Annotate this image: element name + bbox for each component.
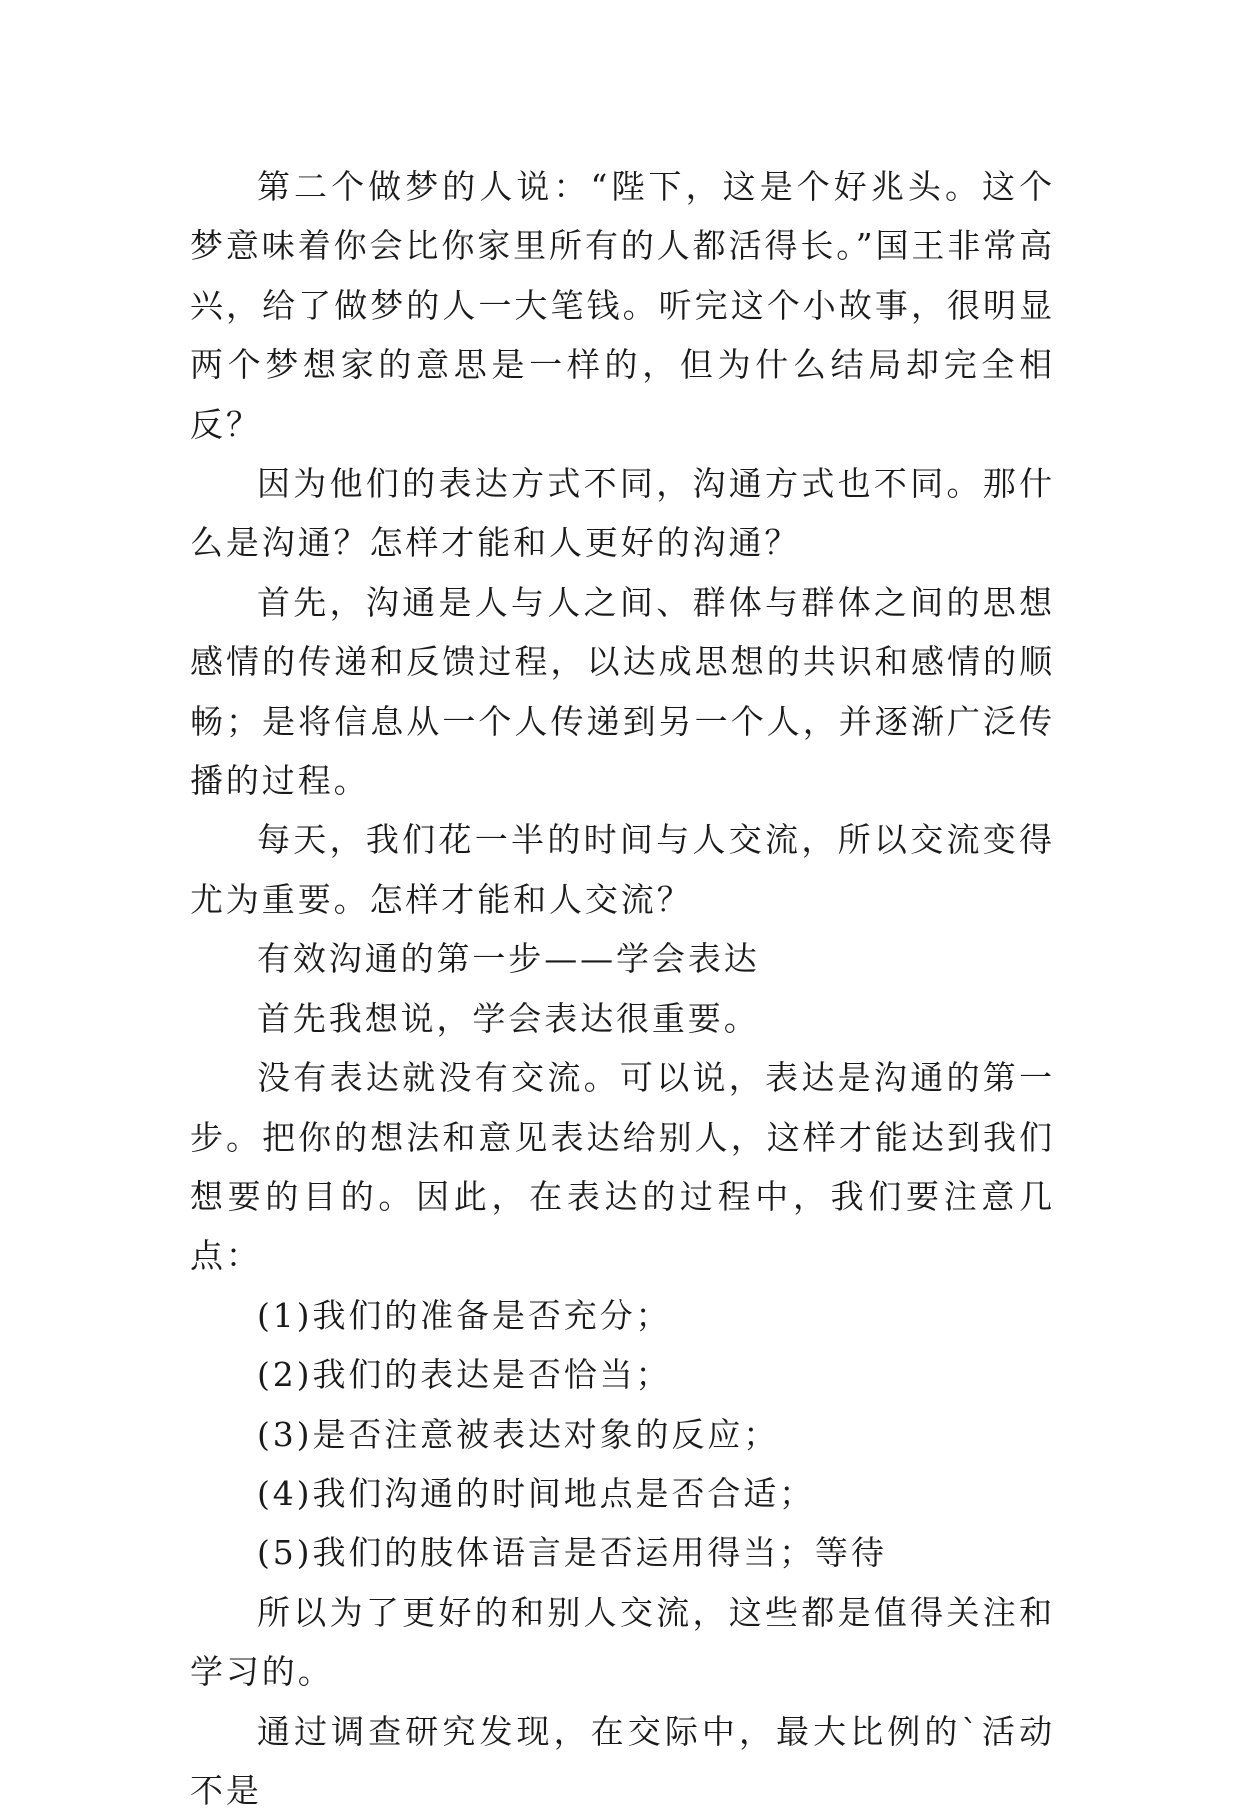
paragraph-worth-learning: 所以为了更好的和别人交流，这些都是值得关注和学习的。 (190, 1592, 1055, 1692)
list-item: (2)我们的表达是否恰当； (257, 1355, 672, 1395)
paragraph-expression-difference: 因为他们的表达方式不同，沟通方式也不同。那什么是沟通？怎样才能和人更好的沟通？ (190, 464, 1055, 563)
paragraph-dream-story: 第二个做梦的人说：“陛下，这是个好兆头。这个梦意味着你会比你家里所有的人都活得长。”国王非常高兴，给了做梦的人一大笔钱。听完这个小故事，很明显两个梦想家的意思是一样的，但为什么结局却完全相反？ (190, 167, 1055, 444)
paragraph-research-finding: 通过调查研究发现，在交际中，最大比例的`活动不是 (190, 1711, 1055, 1810)
paragraph-learn-to-express: 首先我想说，学会表达很重要。 (257, 998, 760, 1038)
list-item: (4)我们沟通的时间地点是否合适； (257, 1473, 816, 1513)
document-page (190, 157, 1055, 1820)
list-item: (3)是否注意被表达对象的反应； (257, 1414, 780, 1454)
paragraph-daily-communication: 每天，我们花一半的时间与人交流，所以交流变得尤为重要。怎样才能和人交流？ (190, 820, 1055, 919)
list-item: (1)我们的准备是否充分； (257, 1295, 672, 1335)
paragraph-communication-definition: 首先，沟通是人与人之间、群体与群体之间的思想感情的传递和反馈过程，以达成思想的共识和感情的顺畅；是将信息从一个人传递到另一个人，并逐渐广泛传播的过程。 (190, 582, 1055, 801)
list-item: (5)我们的肢体语言是否运用得当；等待 (257, 1533, 887, 1573)
paragraph-expression-first-step: 没有表达就没有交流。可以说，表达是沟通的第一步。把你的想法和意见表达给别人，这样才能达到我们想要的目的。因此，在表达的过程中，我们要注意几点： (190, 1058, 1055, 1276)
section-heading-first-step: 有效沟通的第一步——学会表达 (257, 939, 760, 979)
